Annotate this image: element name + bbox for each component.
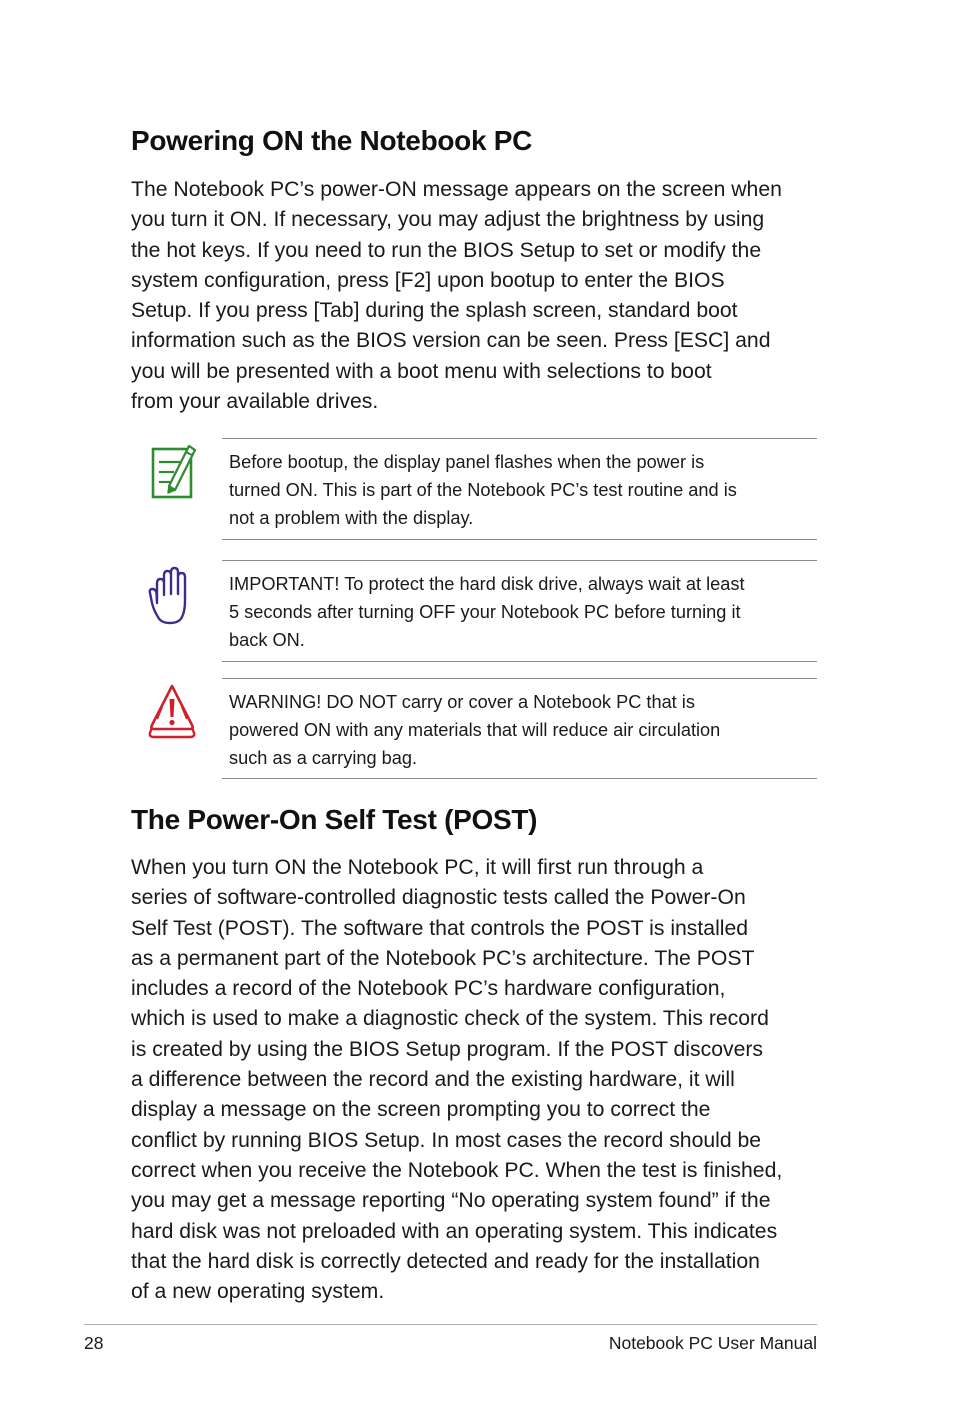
post-paragraph: [131, 853, 821, 1307]
note-line: back ON.: [229, 629, 305, 650]
paragraph-line: display a message on the screen prompting you to correct the: [131, 1098, 711, 1122]
paragraph-line: correct when you receive the Notebook PC. When the test is finished,: [131, 1158, 783, 1182]
paragraph-line: that the hard disk is correctly detected and ready for the installation: [131, 1249, 760, 1273]
paragraph-line: you may get a message reporting “No operating system found” if the: [131, 1189, 771, 1213]
note-line: 5 seconds after turning OFF your Notebook PC before turning it: [229, 601, 741, 622]
paragraph-line: When you turn ON the Notebook PC, it will first run through a: [131, 856, 704, 879]
note-line: not a problem with the display.: [229, 507, 474, 528]
note-box: [222, 438, 817, 540]
paragraph-line: The Notebook PC’s power-ON message appears on the screen when: [131, 178, 782, 201]
important-text: [222, 561, 817, 654]
paragraph-line: from your available drives.: [131, 390, 379, 414]
paragraph-line: you turn it ON. If necessary, you may adjust the brightness by using: [131, 208, 765, 232]
note-text: [222, 439, 817, 532]
paragraph-line: hard disk was not preloaded with an operating system. This indicates: [131, 1219, 778, 1243]
section-title-powering-on: Powering ON the Notebook PC: [131, 125, 533, 156]
paragraph-line: the hot keys. If you need to run the BIOS Setup to set or modify the: [131, 238, 762, 262]
paragraph-line: is created by using the BIOS Setup program. If the POST discovers: [131, 1037, 764, 1061]
note-line: IMPORTANT! To protect the hard disk drive, always wait at least: [229, 574, 745, 594]
note-line: powered ON with any materials that will reduce air circulation: [229, 719, 721, 740]
note-line: Before bootup, the display panel flashes when the power is: [229, 452, 705, 472]
note-pencil-icon: [148, 442, 198, 502]
footer-divider: [84, 1324, 817, 1325]
powering-on-paragraph: [131, 175, 821, 417]
note-line: such as a carrying bag.: [229, 747, 418, 768]
hand-icon: [146, 565, 196, 625]
paragraph-line: information such as the BIOS version can be seen. Press [ESC] and: [131, 329, 771, 353]
paragraph-line: you will be presented with a boot menu with selections to boot: [131, 359, 712, 383]
paragraph-line: a difference between the record and the existing hardware, it will: [131, 1068, 735, 1092]
note-line: turned ON. This is part of the Notebook PC’s test routine and is: [229, 479, 737, 500]
paragraph-line: of a new operating system.: [131, 1280, 385, 1304]
warning-icon: [146, 683, 196, 743]
paragraph-line: as a permanent part of the Notebook PC’s architecture. The POST: [131, 946, 755, 970]
important-box: [222, 560, 817, 662]
paragraph-line: conflict by running BIOS Setup. In most cases the record should be: [131, 1128, 762, 1152]
paragraph-line: which is used to make a diagnostic check of the system. This record: [131, 1007, 769, 1031]
warning-text: [222, 679, 817, 772]
section-title-post: The Power-On Self Test (POST): [131, 804, 538, 835]
paragraph-line: Self Test (POST). The software that controls the POST is installed: [131, 916, 749, 940]
paragraph-line: system configuration, press [F2] upon bootup to enter the BIOS: [131, 268, 725, 292]
warning-box: [222, 678, 817, 779]
paragraph-line: series of software-controlled diagnostic tests called the Power-On: [131, 886, 746, 910]
note-line: WARNING! DO NOT carry or cover a Notebook PC that is: [229, 692, 695, 712]
page-number: 28: [84, 1333, 104, 1353]
footer-manual-title: Notebook PC User Manual: [608, 1333, 817, 1353]
paragraph-line: includes a record of the Notebook PC’s hardware configuration,: [131, 977, 726, 1001]
paragraph-line: Setup. If you press [Tab] during the splash screen, standard boot: [131, 299, 738, 323]
